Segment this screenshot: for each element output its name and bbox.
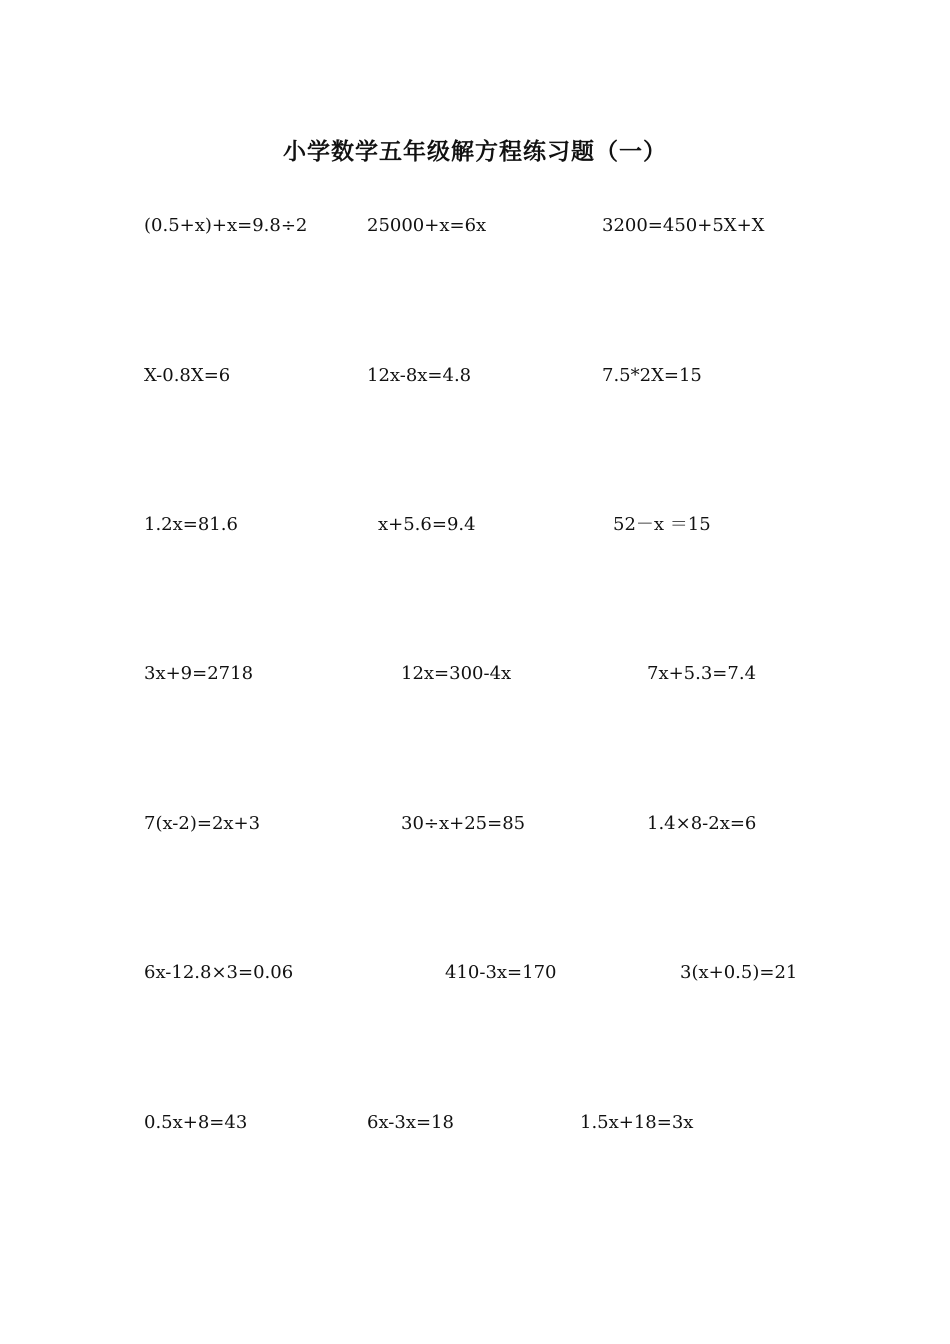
- equation-r3-c1: 1.2x=81.6: [144, 514, 238, 535]
- equation-r1-c2: 25000+x=6x: [367, 215, 487, 236]
- equation-r6-c3: 3(x+0.5)=21: [680, 962, 798, 983]
- equation-r4-c2: 12x=300-4x: [401, 663, 512, 684]
- page-title: 小学数学五年级解方程练习题（一）: [283, 139, 667, 165]
- equation-r2-c3: 7.5*2X=15: [602, 365, 702, 386]
- equation-r7-c2: 6x-3x=18: [367, 1112, 454, 1133]
- equation-r7-c1: 0.5x+8=43: [144, 1112, 248, 1133]
- equation-r6-c2: 410-3x=170: [445, 962, 557, 983]
- equation-r4-c1: 3x+9=2718: [144, 663, 254, 684]
- equation-r5-c1: 7(x-2)=2x+3: [144, 813, 261, 834]
- equation-r3-c2: x+5.6=9.4: [378, 514, 476, 535]
- equation-r3-c3: 52－x ＝15: [613, 514, 711, 535]
- equation-r1-c1: (0.5+x)+x=9.8÷2: [144, 215, 308, 236]
- equation-r2-c1: X-0.8X=6: [144, 365, 231, 386]
- equation-r7-c3: 1.5x+18=3x: [580, 1112, 694, 1133]
- equation-r4-c3: 7x+5.3=7.4: [647, 663, 757, 684]
- equation-r5-c2: 30÷x+25=85: [401, 813, 526, 834]
- equation-r1-c3: 3200=450+5X+X: [602, 215, 765, 236]
- equation-r6-c1: 6x-12.8×3=0.06: [144, 962, 294, 983]
- equation-r5-c3: 1.4×8-2x=6: [647, 813, 757, 834]
- equation-r2-c2: 12x-8x=4.8: [367, 365, 472, 386]
